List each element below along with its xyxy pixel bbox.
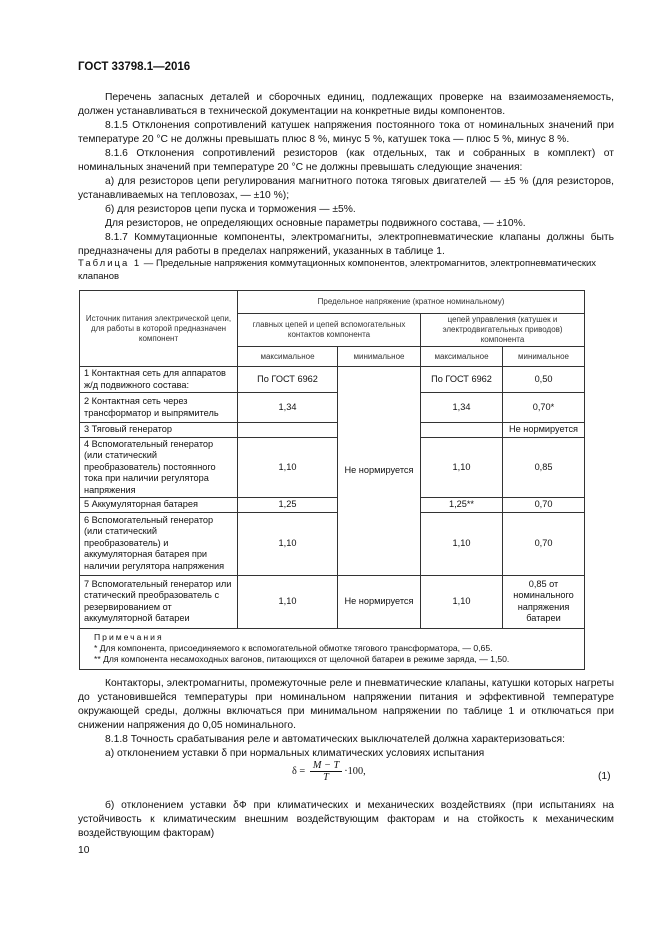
paragraph: 8.1.8 Точность срабатывания реле и автоматических выключателей должна характеризоваться: [105,734,565,745]
formula-numerator: M − T [310,760,342,772]
formula-denominator: T [323,772,329,783]
row-max-main: 1,10 [238,575,338,628]
row-min-ctrl: 0,70 [503,512,585,575]
row-source: 7 Вспомогательный генератор или статический преобразователь с резервированием от аккумуляторной батареи [80,575,238,628]
row-max-ctrl: 1,10 [421,437,503,498]
paragraph: 8.1.7 Коммутационные компоненты, электромагниты, электропневматические клапаны должны быть предназначены для работы в пределах напряжений, указанных в таблице 1. [78,232,614,257]
header-control-circuits: цепей управления (катушек и электродвигательных приводов) компонента [421,314,585,347]
paragraph: б) для резисторов цепи пуска и торможения — ±5%. [105,204,356,215]
row-source: 2 Контактная сеть через трансформатор и выпрямитель [80,393,238,423]
table-row [80,575,585,628]
table-row [80,498,585,513]
paragraph: а) отклонением уставки δ при нормальных климатических условиях испытания [105,748,485,759]
row-min-ctrl: Не нормируется [503,423,585,438]
voltage-limits-table [79,290,585,670]
header-main-circuits: главных цепей и цепей вспомогательных контактов компонента [238,314,421,347]
row-max-main: По ГОСТ 6962 [238,367,338,393]
row-max-main [238,423,338,438]
notes-title: Примечания [94,631,164,642]
formula-1 [292,760,366,783]
note-2: ** Для компонента несамоходных вагонов, питающихся от щелочной батареи в режиме заряда, — 1,50. [94,653,510,664]
row-max-ctrl [421,423,503,438]
paragraph: Перечень запасных деталей и сборочных единиц, подлежащих проверке на взаимозаменяемость, должен устанавливаться в технической документации на конкретные виды компонентов. [78,92,614,117]
page-number: 10 [78,845,90,856]
row-source: 3 Тяговый генератор [80,423,238,438]
row-max-ctrl: 1,25** [421,498,503,513]
row-min-ctrl: 0,70* [503,393,585,423]
header-limit: Предельное напряжение (кратное номинальному) [238,291,585,314]
header-max-main: максимальное [238,347,338,367]
table-row [80,367,585,393]
merged-min-main: Не нормируется [338,367,421,576]
table-row [80,512,585,575]
table-row [80,437,585,498]
row-max-ctrl: 1,10 [421,575,503,628]
table-caption-text: — Предельные напряжения коммутационных компонентов, электромагнитов, электропневматических клапанов [78,258,597,282]
table-caption [78,257,614,283]
row-min-main: Не нормируется [338,575,421,628]
note-1: * Для компонента, присоединяемого к вспомогательной обмотке тягового трансформатора, — 0,65. [94,642,493,653]
row-source: 5 Аккумуляторная батарея [80,498,238,513]
table-caption-label: Таблица 1 [78,258,142,269]
formula-lhs: δ = [292,765,306,777]
after-table-text [78,677,614,761]
header-min-main: минимальное [338,347,421,367]
row-max-ctrl: По ГОСТ 6962 [421,367,503,393]
table-row [80,393,585,423]
header-min-ctrl: минимальное [503,347,585,367]
paragraph: 8.1.6 Отклонения сопротивлений резисторов (как отдельных, так и собранных в комплект) от номинальных значений при температуре 20 °С не должны превышать следующие значения: [78,148,614,173]
row-max-main: 1,25 [238,498,338,513]
body-text [78,91,614,259]
row-source: 6 Вспомогательный генератор (или статический преобразователь) и аккумуляторная батарея при наличии регулятора напряжения [80,512,238,575]
paragraph: Для резисторов, не определяющих основные параметры подвижного состава, — ±10%. [105,218,526,229]
row-min-ctrl: 0,50 [503,367,585,393]
row-min-ctrl: 0,85 [503,437,585,498]
equation-number: (1) [598,771,611,782]
row-max-main: 1,34 [238,393,338,423]
row-max-main: 1,10 [238,437,338,498]
header-max-ctrl: максимальное [421,347,503,367]
header-source: Источник питания электрической цепи, для работы в которой предназначен компонент [80,291,238,367]
after-formula-text [78,799,614,841]
formula-rhs: ·100, [344,765,366,777]
row-min-ctrl: 0,70 [503,498,585,513]
row-min-ctrl: 0,85 от номинального напряжения батареи [503,575,585,628]
document-header: ГОСТ 33798.1—2016 [78,61,191,73]
formula-fraction [310,760,342,783]
row-source: 4 Вспомогательный генератор (или статический преобразователь) постоянного тока при наличии регулятора напряжения [80,437,238,498]
paragraph: 8.1.5 Отклонения сопротивлений катушек напряжения постоянного тока от номинальных значений при температуре 20 °С не должны превышать плюс 8 %, минус 5 %, катушек тока — плюс 5 %, минус 8 %. [78,120,614,145]
row-max-ctrl: 1,34 [421,393,503,423]
paragraph: а) для резисторов цепи регулирования магнитного потока тяговых двигателей — ±5 % (для резисторов, устанавливаемых на тепловозах, — ±10 %); [78,176,614,201]
table-notes [80,628,585,669]
row-max-ctrl: 1,10 [421,512,503,575]
table-row [80,423,585,438]
table-notes-row [80,628,585,669]
row-source: 1 Контактная сеть для аппаратов ж/д подвижного состава: [80,367,238,393]
paragraph: б) отклонением уставки δФ при климатических и механических воздействиях (при испытаниях на устойчивость к климатическим внешним воздействующим факторам и на стойкость к механическим воздействующим факторам) [78,800,614,839]
row-max-main: 1,10 [238,512,338,575]
paragraph: Контакторы, электромагниты, промежуточные реле и пневматические клапаны, катушки которых нагреты до установившейся температуры при номинальном напряжении питания и эффективной температуре окружающей среды, должны включаться при минимальном напряжении по таблице 1 и отключаться при снижении напряжения до 0,05 номинального. [78,678,614,731]
